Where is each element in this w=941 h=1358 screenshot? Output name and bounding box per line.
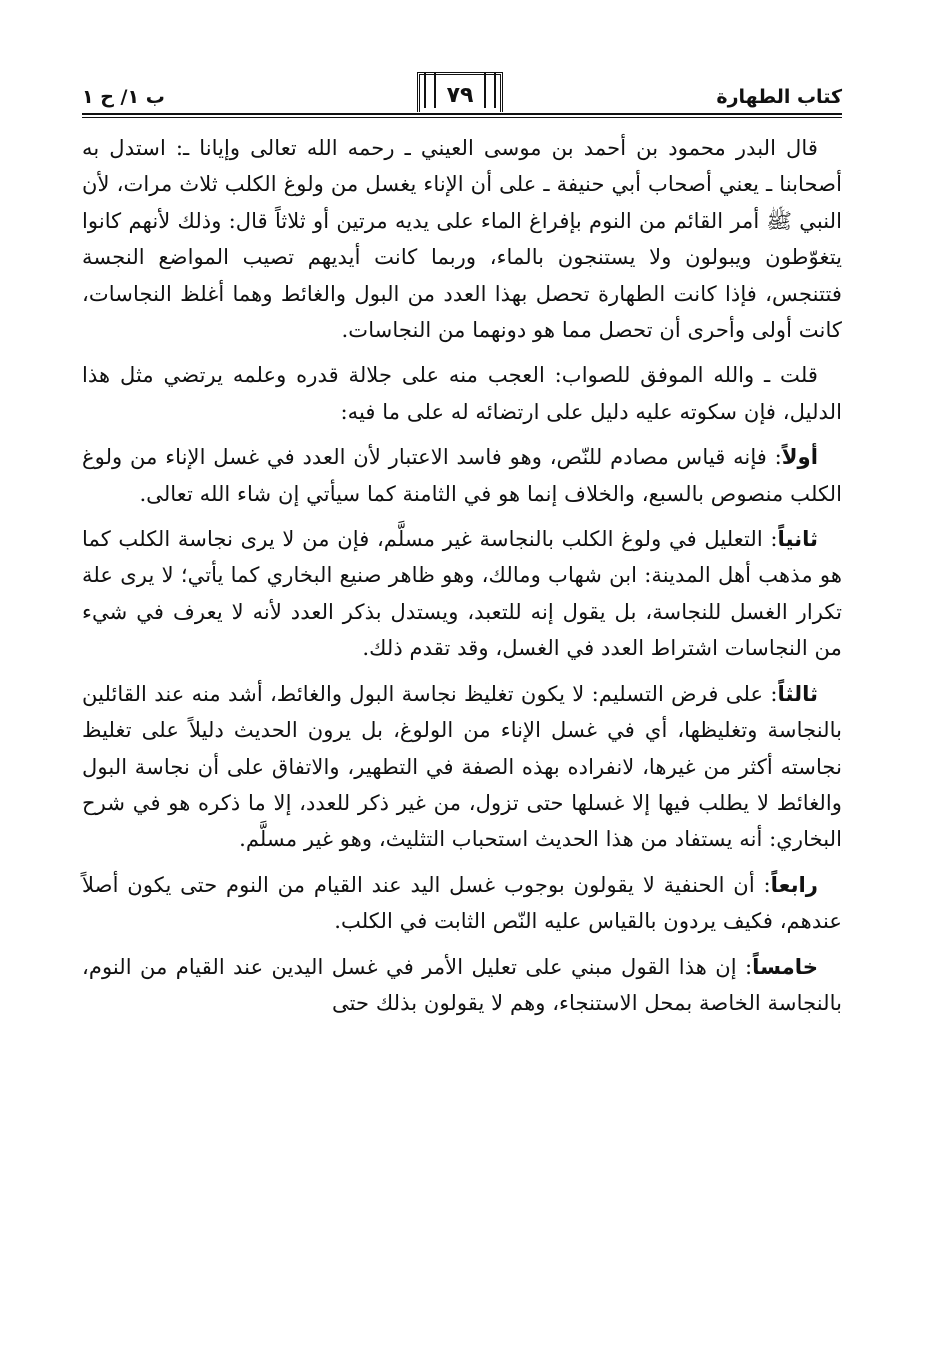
paragraph-lead: ثالثاً	[777, 680, 818, 706]
paragraph	[82, 867, 842, 940]
paragraph-text: : إن هذا القول مبني على تعليل الأمر في غسل اليدين عند القيام من النوم، بالنجاسة الخاصة بمحل الاستنجاء، وهم لا يقولون بذلك حتى	[82, 953, 842, 1015]
paragraph	[82, 949, 842, 1022]
paragraph-text: : التعليل في ولوغ الكلب بالنجاسة غير مسلَّم، فإن من لا يرى نجاسة الكلب كما هو مذهب أهل المدينة: ابن شهاب ومالك، وهو ظاهر صنيع البخاري كما يأتي؛ لا يرى علة تكرار الغسل للنجاسة، بل يقول إنه للتعبد، ويستدل بذكر العدد لأنه لا يعرف في شيء من النجاسات اشتراط العدد في الغسل، وقد تقدم ذلك.	[82, 526, 842, 661]
paragraph-text: : أن الحنفية لا يقولون بوجوب غسل اليد عند القيام من النوم حتى يكون أصلاً عندهم، فكيف يردون بالقياس عليه النّص الثابت في الكلب.	[82, 871, 842, 934]
chapter-reference: ب ١/ ح ١	[82, 86, 165, 108]
paragraph-lead: أولاً	[781, 444, 818, 470]
header-divider	[82, 113, 842, 118]
paragraph-text: : على فرض التسليم: لا يكون تغليظ نجاسة البول والغائط، أشد منه عند القائلين بالنجاسة وتغليظها، أي في غسل الإناء من الولوغ، بل يرون الحديث دليلاً على تغليظ نجاسته أكثر من غيرها، لانفراده بهذه الصفة في التطهير، والاتفاق على أن نجاسة البول والغائط لا يطلب فيها إلا غسلها حتى تزول، من غير ذكر للعدد، إلا ما ذكره هو في شرح البخاري: أنه يستفاد من هذا الحديث استحباب التثليث، وهو غير مسلَّم.	[82, 680, 842, 852]
book-title: كتاب الطهارة	[716, 86, 842, 108]
paragraph-text: : فإنه قياس مصادم للنّص، وهو فاسد الاعتبار لأن العدد في غسل الإناء من ولوغ الكلب منصوص بالسبع، والخلاف إنما هو في الثامنة كما سيأتي إن شاء الله تعالى.	[82, 444, 842, 506]
paragraph	[82, 439, 842, 512]
paragraph-lead: رابعاً	[770, 871, 818, 897]
paragraph	[82, 521, 842, 667]
paragraph-lead: ثانياً	[777, 526, 818, 552]
page-number: ٧٩	[417, 72, 503, 112]
paragraph	[82, 130, 842, 348]
paragraph-lead: خامساً	[752, 953, 818, 979]
paragraph-text: قال البدر محمود بن أحمد بن موسى العيني ـ رحمه الله تعالى وإيانا ـ: استدل به أصحابنا ـ يعني أصحاب أبي حنيفة ـ على أن الإناء يغسل من ولوغ الكلب ثلاث مرات، لأن النبي ﷺ أمر القائم من النوم بإفراغ الماء على يديه مرتين أو ثلاثاً قال: وذلك لأنهم كانوا يتغوّطون ويبولون ولا يستنجون بالماء، وربما كانت أيديهم تصيب المواضع النجسة فتتنجس، فإذا كانت الطهارة تحصل بهذا العدد من البول والغائط وهما أغلظ النجاسات، كانت أولى وأحرى أن تحصل مما هو دونهما من النجاسات.	[82, 135, 842, 343]
paragraph	[82, 676, 842, 858]
body-text	[82, 130, 842, 1030]
paragraph	[82, 357, 842, 430]
paragraph-text: قلت ـ والله الموفق للصواب: العجب منه على جلالة قدره وعلمه يرتضي مثل هذا الدليل، فإن سكوته عليه دليل على ارتضائه له على ما فيه:	[82, 362, 842, 424]
